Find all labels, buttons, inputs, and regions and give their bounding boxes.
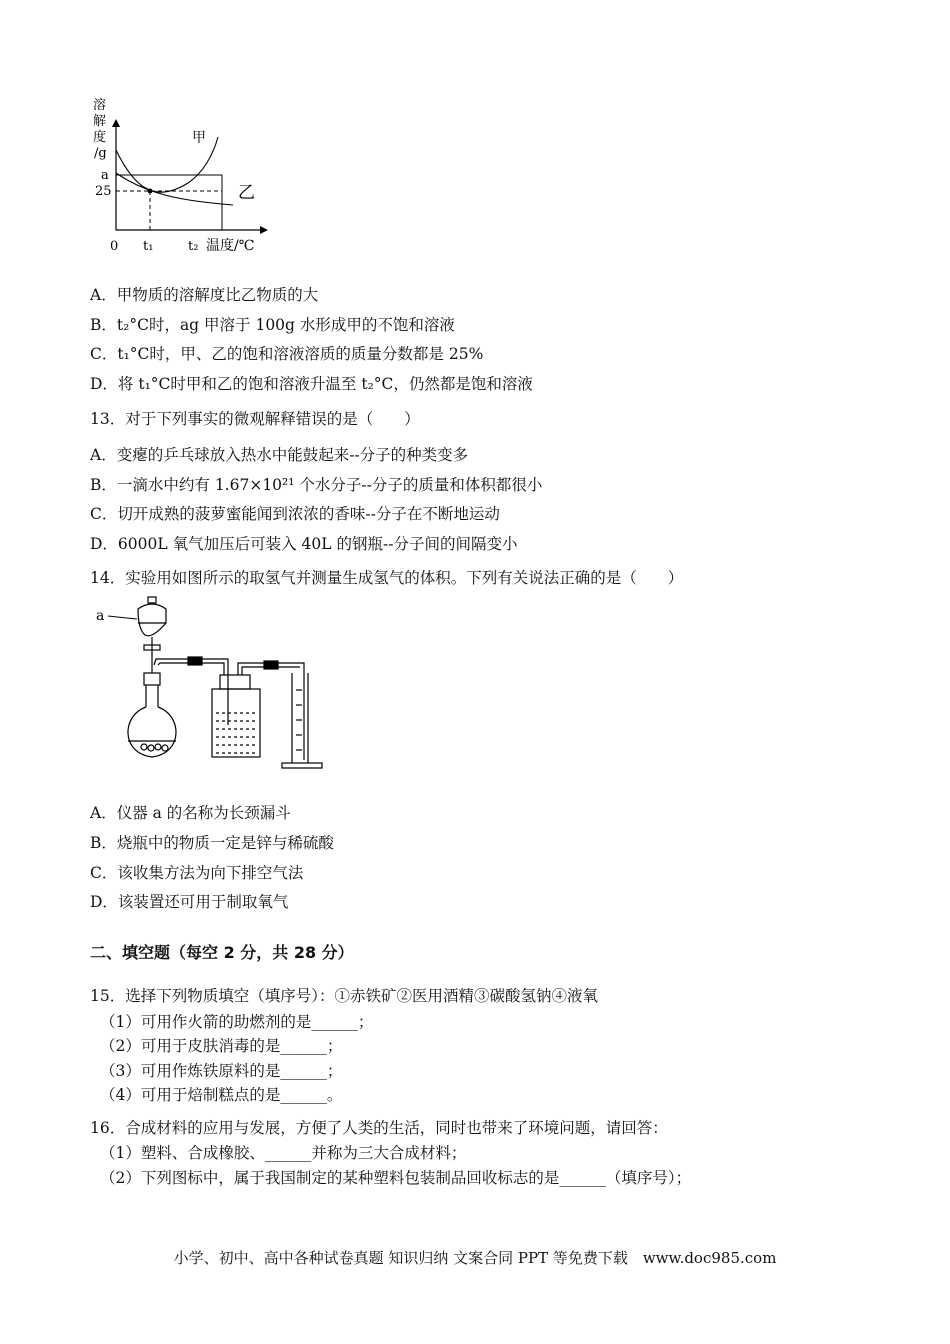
q16-item-2: （2）下列图标中，属于我国制定的某种塑料包装制品回收标志的是______（填序号）；: [100, 1169, 692, 1187]
delivery-tubes: [154, 657, 304, 725]
q12-option-c: C．t₁°C时，甲、乙的饱和溶液溶质的质量分数都是 25%: [90, 345, 484, 363]
x-tick-t1: t₁: [143, 239, 154, 254]
q12-option-a: A．甲物质的溶解度比乙物质的大: [90, 286, 319, 304]
y-axis-arrow: [112, 119, 120, 127]
x-tick-t2: t₂: [188, 239, 199, 254]
svg-text:解: 解: [93, 114, 107, 129]
svg-text:度: 度: [93, 130, 107, 145]
solubility-graph: [88, 95, 278, 260]
q16-stem: 16．合成材料的应用与发展，方便了人类的生活，同时也带来了环境问题，请回答：: [90, 1119, 668, 1137]
origin-label: 0: [110, 239, 119, 254]
q14-stem: 14．实验用如图所示的取氢气并测量生成氢气的体积。下列有关说法正确的是（ ）: [90, 569, 684, 587]
x-axis-arrow: [260, 226, 268, 234]
curve-jia-label: 甲: [192, 130, 206, 146]
q15-stem: 15．选择下列物质填空（填序号）：①赤铁矿②医用酒精③碳酸氢钠④液氧: [90, 987, 598, 1005]
x-axis-label: 温度/℃: [206, 238, 255, 254]
svg-text:/g: /g: [94, 146, 107, 161]
q14-option-d: D．该装置还可用于制取氧气: [90, 893, 289, 911]
q12-option-b: B．t₂°C时，ag 甲溶于 100g 水形成甲的不饱和溶液: [90, 316, 455, 334]
q15-item-1: （1）可用作火箭的助燃剂的是______；: [100, 1013, 374, 1031]
q14-option-c: C．该收集方法为向下排空气法: [90, 864, 304, 882]
svg-text:溶: 溶: [93, 98, 107, 113]
q13-stem: 13．对于下列事实的微观解释错误的是（ ）: [90, 410, 420, 428]
q15-item-2: （2）可用于皮肤消毒的是______；: [100, 1037, 343, 1055]
graduated-cylinder: [282, 673, 322, 768]
q13-option-d: D．6000L 氧气加压后可装入 40L 的钢瓶--分子间的间隔变小: [90, 535, 518, 553]
q14-option-a: A．仪器 a 的名称为长颈漏斗: [90, 804, 291, 822]
intersection-point: [148, 189, 153, 194]
round-bottom-flask: [128, 657, 176, 757]
q16-item-1: （1）塑料、合成橡胶、______并称为三大合成材料；: [100, 1144, 467, 1162]
gas-washing-bottle: [212, 675, 260, 757]
q14-option-b: B．烧瓶中的物质一定是锌与稀硫酸: [90, 834, 334, 852]
y-tick-25: 25: [95, 184, 112, 199]
q12-option-d: D．将 t₁°C时甲和乙的饱和溶液升温至 t₂°C，仍然都是饱和溶液: [90, 375, 533, 393]
apparatus-label-a: a: [96, 608, 105, 624]
y-axis-label: [93, 97, 107, 161]
separatory-funnel: [138, 597, 166, 657]
q13-option-b: B．一滴水中约有 1.67×10²¹ 个水分子--分子的质量和体积都很小: [90, 476, 543, 494]
q15-item-3: （3）可用作炼铁原料的是______；: [100, 1062, 343, 1080]
page-footer: 小学、初中、高中各种试卷真题 知识归纳 文案合同 PPT 等免费下载 www.doc985.com: [173, 1249, 777, 1267]
section-heading: 二、填空题（每空 2 分，共 28 分）: [90, 943, 354, 962]
curve-yi-label: 乙: [238, 183, 255, 203]
q15-item-4: （4）可用于焙制糕点的是______。: [100, 1086, 343, 1104]
label-leader: [108, 616, 137, 619]
hydrogen-apparatus: [92, 595, 332, 775]
q13-option-c: C．切开成熟的菠萝蜜能闻到浓浓的香味--分子在不断地运动: [90, 505, 500, 523]
y-tick-a: a: [101, 168, 109, 183]
q13-option-a: A．变瘪的乒乓球放入热水中能鼓起来--分子的种类变多: [90, 446, 469, 464]
